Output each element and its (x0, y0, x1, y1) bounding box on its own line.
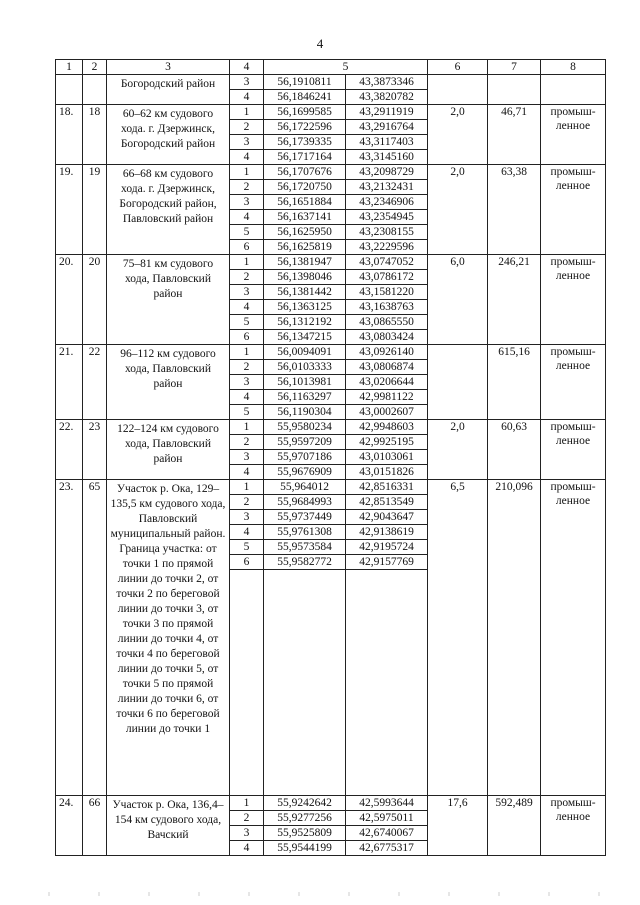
point-number-cell: 3 (230, 375, 264, 390)
latitude-cell: 56,1651884 (264, 195, 346, 210)
longitude-cell: 43,2911919 (346, 105, 428, 120)
area-cell: 60,63 (488, 420, 541, 480)
site-id-cell: 23 (83, 420, 107, 480)
longitude-cell: 43,1581220 (346, 285, 428, 300)
latitude-cell: 56,1707676 (264, 165, 346, 180)
longitude-cell: 43,2308155 (346, 225, 428, 240)
latitude-cell: 56,1846241 (264, 90, 346, 105)
longitude-cell: 43,0865550 (346, 315, 428, 330)
point-number-cell: 2 (230, 435, 264, 450)
point-number-cell: 3 (230, 285, 264, 300)
point-number-cell: 3 (230, 510, 264, 525)
latitude-cell: 55,9676909 (264, 465, 346, 480)
latitude-cell: 56,1363125 (264, 300, 346, 315)
longitude-cell: 43,0002607 (346, 405, 428, 420)
header-cell-7: 7 (488, 60, 541, 75)
latitude-cell: 55,9684993 (264, 495, 346, 510)
point-number-cell: 1 (230, 345, 264, 360)
latitude-cell: 55,9707186 (264, 450, 346, 465)
area-cell: 615,16 (488, 345, 541, 420)
latitude-cell: 55,964012 (264, 480, 346, 495)
scan-noise (0, 892, 640, 896)
latitude-cell: 56,1722596 (264, 120, 346, 135)
longitude-cell: 42,9157769 (346, 555, 428, 570)
latitude-cell: 56,0094091 (264, 345, 346, 360)
latitude-cell: 56,1190304 (264, 405, 346, 420)
point-number-cell: 4 (230, 90, 264, 105)
depth-cell: 17,6 (428, 796, 488, 856)
purpose-cell (541, 75, 606, 105)
purpose-cell: промыш-ленное (541, 420, 606, 480)
point-number-cell: 2 (230, 180, 264, 195)
longitude-cell: 43,3873346 (346, 75, 428, 90)
longitude-cell: 43,0803424 (346, 330, 428, 345)
header-cell-3: 3 (107, 60, 230, 75)
area-cell: 63,38 (488, 165, 541, 255)
table-row (56, 420, 606, 435)
longitude-cell: 42,9195724 (346, 540, 428, 555)
table-row (56, 345, 606, 360)
header-cell-8: 8 (541, 60, 606, 75)
empty-cell (230, 570, 264, 796)
longitude-cell: 43,2346906 (346, 195, 428, 210)
point-number-cell: 2 (230, 495, 264, 510)
longitude-cell: 42,5975011 (346, 811, 428, 826)
section-number-cell: 21. (56, 345, 83, 420)
longitude-cell: 42,9925195 (346, 435, 428, 450)
area-cell: 210,096 (488, 480, 541, 796)
point-number-cell: 3 (230, 450, 264, 465)
latitude-cell: 56,1398046 (264, 270, 346, 285)
longitude-cell: 42,6775317 (346, 841, 428, 856)
site-id-cell: 18 (83, 105, 107, 165)
point-number-cell: 6 (230, 330, 264, 345)
section-number-cell: 18. (56, 105, 83, 165)
latitude-cell: 56,1347215 (264, 330, 346, 345)
table-row (56, 165, 606, 180)
latitude-cell: 56,1625950 (264, 225, 346, 240)
latitude-cell: 55,9597209 (264, 435, 346, 450)
section-number-cell (56, 75, 83, 105)
purpose-cell: промыш-ленное (541, 345, 606, 420)
point-number-cell: 4 (230, 150, 264, 165)
latitude-cell: 55,9277256 (264, 811, 346, 826)
site-name-cell: Участок р. Ока, 129–135,5 км судового хода, Павловский муниципальный район. Граница участка: от точки 1 по прямой линии до точки 2, от точки 2 по береговой линии до точки 3, от точки 3 по прямой линии до точки 4, от точки 4 по береговой линии до точки 5, от точки 5 по прямой линии до точки 6, от точки 6 по береговой линии до точки 1 (107, 480, 230, 796)
point-number-cell: 4 (230, 841, 264, 856)
latitude-cell: 55,9761308 (264, 525, 346, 540)
longitude-cell: 43,0103061 (346, 450, 428, 465)
longitude-cell: 42,9043647 (346, 510, 428, 525)
empty-cell (346, 570, 428, 796)
point-number-cell: 5 (230, 225, 264, 240)
point-number-cell: 4 (230, 210, 264, 225)
point-number-cell: 3 (230, 195, 264, 210)
site-name-cell: 96–112 км судового хода, Павловский район (107, 345, 230, 420)
section-number-cell: 24. (56, 796, 83, 856)
longitude-cell: 43,2132431 (346, 180, 428, 195)
point-number-cell: 3 (230, 826, 264, 841)
table-row (56, 480, 606, 495)
section-number-cell: 20. (56, 255, 83, 345)
latitude-cell: 56,1013981 (264, 375, 346, 390)
latitude-cell: 56,1625819 (264, 240, 346, 255)
purpose-cell: промыш-ленное (541, 480, 606, 796)
latitude-cell: 55,9242642 (264, 796, 346, 811)
longitude-cell: 42,9138619 (346, 525, 428, 540)
header-cell-5: 5 (264, 60, 428, 75)
longitude-cell: 43,2098729 (346, 165, 428, 180)
longitude-cell: 43,0206644 (346, 375, 428, 390)
longitude-cell: 43,2916764 (346, 120, 428, 135)
longitude-cell: 43,2229596 (346, 240, 428, 255)
longitude-cell: 43,0151826 (346, 465, 428, 480)
purpose-cell: промыш-ленное (541, 105, 606, 165)
point-number-cell: 6 (230, 555, 264, 570)
latitude-cell: 56,1637141 (264, 210, 346, 225)
point-number-cell: 2 (230, 270, 264, 285)
area-cell: 46,71 (488, 105, 541, 165)
table-row (56, 255, 606, 270)
longitude-cell: 43,0806874 (346, 360, 428, 375)
latitude-cell: 56,1381442 (264, 285, 346, 300)
longitude-cell: 42,8513549 (346, 495, 428, 510)
depth-cell: 6,5 (428, 480, 488, 796)
header-cell-1: 1 (56, 60, 83, 75)
latitude-cell: 56,1720750 (264, 180, 346, 195)
longitude-cell: 43,0747052 (346, 255, 428, 270)
depth-cell: 2,0 (428, 105, 488, 165)
latitude-cell: 55,9580234 (264, 420, 346, 435)
section-number-cell: 22. (56, 420, 83, 480)
table-row (56, 796, 606, 811)
site-name-cell: 60–62 км судового хода. г. Дзержинск, Богородский район (107, 105, 230, 165)
site-id-cell (83, 75, 107, 105)
site-name-cell: 66–68 км судового хода. г. Дзержинск, Богородский район, Павловский район (107, 165, 230, 255)
depth-cell (428, 75, 488, 105)
purpose-cell: промыш-ленное (541, 255, 606, 345)
latitude-cell: 56,1910811 (264, 75, 346, 90)
empty-cell (264, 570, 346, 796)
header-cell-6: 6 (428, 60, 488, 75)
coordinates-table (55, 59, 606, 856)
point-number-cell: 6 (230, 240, 264, 255)
table-body (56, 60, 606, 856)
longitude-cell: 42,9981122 (346, 390, 428, 405)
longitude-cell: 43,3117403 (346, 135, 428, 150)
point-number-cell: 5 (230, 315, 264, 330)
header-cell-4: 4 (230, 60, 264, 75)
latitude-cell: 55,9544199 (264, 841, 346, 856)
longitude-cell: 43,3820782 (346, 90, 428, 105)
header-cell-2: 2 (83, 60, 107, 75)
point-number-cell: 1 (230, 165, 264, 180)
document-sheet (55, 59, 605, 854)
site-name-cell: 122–124 км судового хода, Павловский район (107, 420, 230, 480)
latitude-cell: 56,1717164 (264, 150, 346, 165)
section-number-cell: 19. (56, 165, 83, 255)
point-number-cell: 1 (230, 255, 264, 270)
longitude-cell: 42,5993644 (346, 796, 428, 811)
site-id-cell: 20 (83, 255, 107, 345)
purpose-cell: промыш-ленное (541, 165, 606, 255)
header-row (56, 60, 606, 75)
depth-cell (428, 345, 488, 420)
longitude-cell: 43,1638763 (346, 300, 428, 315)
longitude-cell: 43,2354945 (346, 210, 428, 225)
area-cell: 246,21 (488, 255, 541, 345)
point-number-cell: 3 (230, 75, 264, 90)
point-number-cell: 2 (230, 811, 264, 826)
latitude-cell: 56,1739335 (264, 135, 346, 150)
table-row (56, 105, 606, 120)
point-number-cell: 5 (230, 405, 264, 420)
point-number-cell: 4 (230, 390, 264, 405)
table-row (56, 75, 606, 90)
latitude-cell: 56,1699585 (264, 105, 346, 120)
purpose-cell: промыш-ленное (541, 796, 606, 856)
point-number-cell: 3 (230, 135, 264, 150)
latitude-cell: 56,0103333 (264, 360, 346, 375)
site-name-cell: Богородский район (107, 75, 230, 105)
longitude-cell: 42,9948603 (346, 420, 428, 435)
latitude-cell: 56,1312192 (264, 315, 346, 330)
point-number-cell: 4 (230, 525, 264, 540)
site-id-cell: 19 (83, 165, 107, 255)
point-number-cell: 2 (230, 120, 264, 135)
site-id-cell: 22 (83, 345, 107, 420)
point-number-cell: 1 (230, 480, 264, 495)
point-number-cell: 4 (230, 465, 264, 480)
latitude-cell: 55,9737449 (264, 510, 346, 525)
depth-cell: 6,0 (428, 255, 488, 345)
longitude-cell: 42,6740067 (346, 826, 428, 841)
depth-cell: 2,0 (428, 420, 488, 480)
point-number-cell: 4 (230, 300, 264, 315)
latitude-cell: 55,9525809 (264, 826, 346, 841)
page-number: 4 (316, 36, 324, 51)
longitude-cell: 43,0926140 (346, 345, 428, 360)
latitude-cell: 56,1163297 (264, 390, 346, 405)
site-id-cell: 65 (83, 480, 107, 796)
site-id-cell: 66 (83, 796, 107, 856)
site-name-cell: 75–81 км судового хода, Павловский район (107, 255, 230, 345)
depth-cell: 2,0 (428, 165, 488, 255)
point-number-cell: 2 (230, 360, 264, 375)
longitude-cell: 43,0786172 (346, 270, 428, 285)
site-name-cell: Участок р. Ока, 136,4–154 км судового хода, Вачский (107, 796, 230, 856)
latitude-cell: 55,9582772 (264, 555, 346, 570)
point-number-cell: 1 (230, 796, 264, 811)
point-number-cell: 1 (230, 105, 264, 120)
longitude-cell: 43,3145160 (346, 150, 428, 165)
point-number-cell: 5 (230, 540, 264, 555)
longitude-cell: 42,8516331 (346, 480, 428, 495)
area-cell: 592,489 (488, 796, 541, 856)
latitude-cell: 56,1381947 (264, 255, 346, 270)
point-number-cell: 1 (230, 420, 264, 435)
section-number-cell: 23. (56, 480, 83, 796)
latitude-cell: 55,9573584 (264, 540, 346, 555)
area-cell (488, 75, 541, 105)
